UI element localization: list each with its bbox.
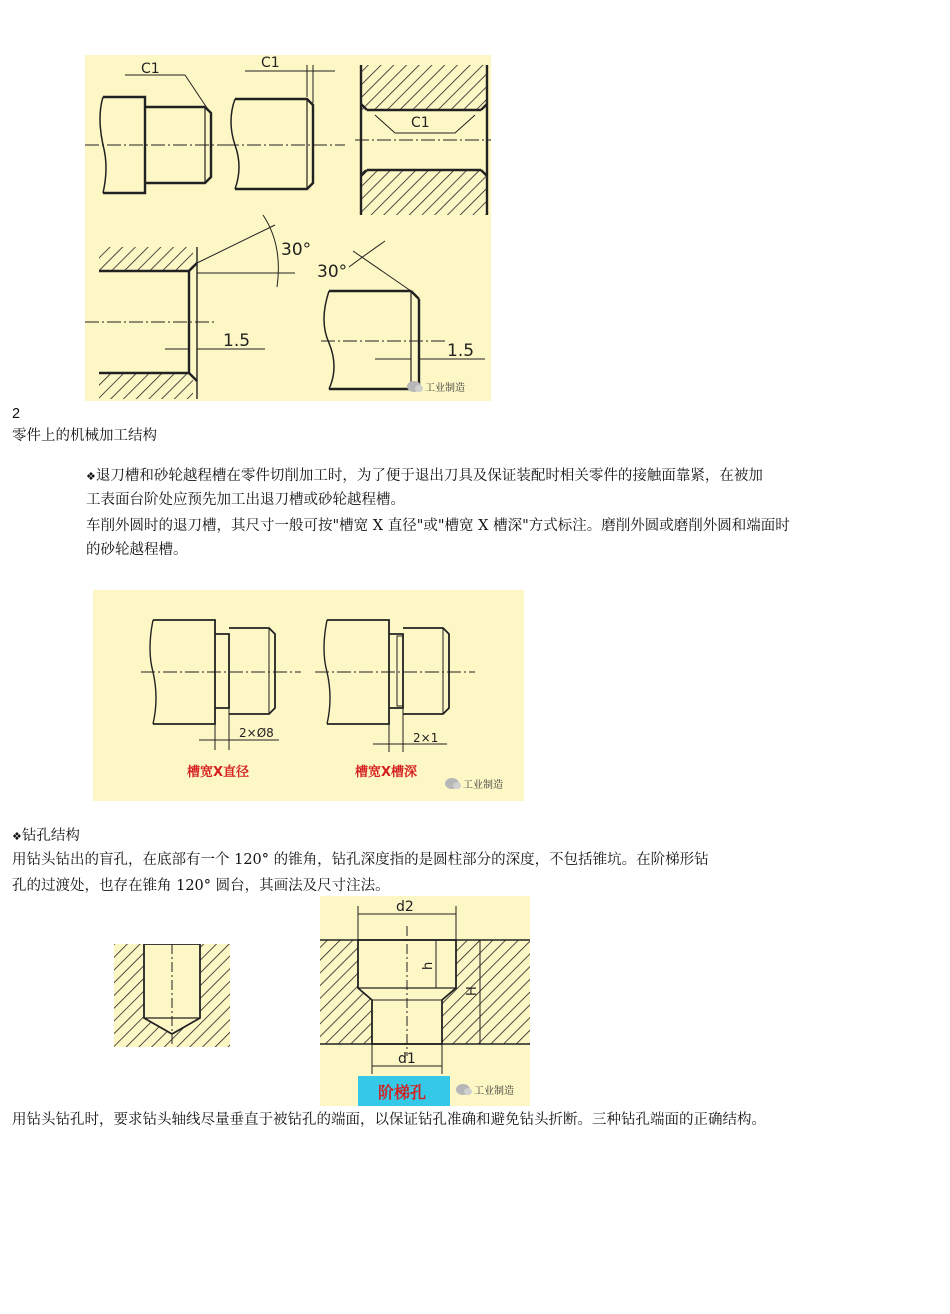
watermark <box>407 379 465 394</box>
depth-label-H: H <box>465 986 480 996</box>
undercut-figure <box>93 590 524 801</box>
stepped-hole-figure <box>320 896 530 1106</box>
wechat-icon <box>456 1084 470 1095</box>
dim-label-right: 2×1 <box>413 731 439 745</box>
paragraph-line: 的砂轮越程槽。 <box>86 542 188 558</box>
diamond-bullet-icon: ❖ <box>12 830 22 843</box>
diamond-bullet-icon: ❖ <box>86 470 96 483</box>
paragraph-line: 用钻头钻出的盲孔，在底部有一个 120° 的锥角，钻孔深度指的是圆柱部分的深度，不包括锥坑。在阶梯形钻 <box>12 852 709 868</box>
blind-hole-drawing <box>114 944 230 1047</box>
watermark-text: 工业制造 <box>463 780 503 791</box>
angle-label-2: 30° <box>317 262 348 282</box>
depth-label-h: h <box>421 961 436 970</box>
watermark <box>445 776 503 791</box>
paragraph-line: 车削外圆时的退刀槽，其尺寸一般可按"槽宽 X 直径"或"槽宽 X 槽深"方式标注。磨削外圆或磨削外圆和端面时 <box>86 518 790 534</box>
diameter-label-d2: d2 <box>396 899 414 915</box>
stepped-hole-drawing <box>320 896 530 1106</box>
chamfer-figure <box>85 55 491 401</box>
dim-label-2: 1.5 <box>447 341 475 361</box>
diameter-label-d1: d1 <box>398 1051 416 1067</box>
section-heading-text: 钻孔结构 <box>21 828 80 844</box>
dim-label-1: 1.5 <box>223 331 251 351</box>
watermark-text: 工业制造 <box>425 383 465 394</box>
blind-hole-figure <box>114 944 230 1047</box>
caption-left: 槽宽X直径 <box>187 765 250 780</box>
undercut-drawing <box>93 590 524 801</box>
angle-label-1: 30° <box>281 240 312 260</box>
wechat-icon <box>407 381 421 392</box>
section-number: 2 <box>12 406 21 422</box>
paragraph-line: 孔的过渡处，也存在锥角 120° 圆台，其画法及尺寸注法。 <box>12 878 390 894</box>
caption-stepped-hole: 阶梯孔 <box>378 1083 427 1102</box>
watermark-text: 工业制造 <box>474 1086 514 1097</box>
chamfer-label-1: C1 <box>141 61 160 77</box>
paragraph-line: 用钻头钻孔时，要求钻头轴线尽量垂直于被钻孔的端面，以保证钻孔准确和避免钻头折断。三种钻孔端面的正确结构。 <box>12 1112 766 1128</box>
watermark <box>456 1082 514 1097</box>
section-heading <box>12 824 80 849</box>
dim-label-left: 2×Ø8 <box>239 726 274 740</box>
chamfer-label-3: C1 <box>411 115 430 131</box>
paragraph-line <box>86 464 763 489</box>
paragraph-line: 工表面台阶处应预先加工出退刀槽或砂轮越程槽。 <box>86 492 405 508</box>
section-title: 零件上的机械加工结构 <box>12 428 157 444</box>
chamfer-label-2: C1 <box>261 55 280 71</box>
paragraph-text: 退刀槽和砂轮越程槽在零件切削加工时，为了便于退出刀具及保证装配时相关零件的接触面靠紧，在被加 <box>95 468 763 484</box>
chamfer-drawing <box>85 55 491 401</box>
wechat-icon <box>445 778 459 789</box>
caption-right: 槽宽X槽深 <box>355 765 418 780</box>
